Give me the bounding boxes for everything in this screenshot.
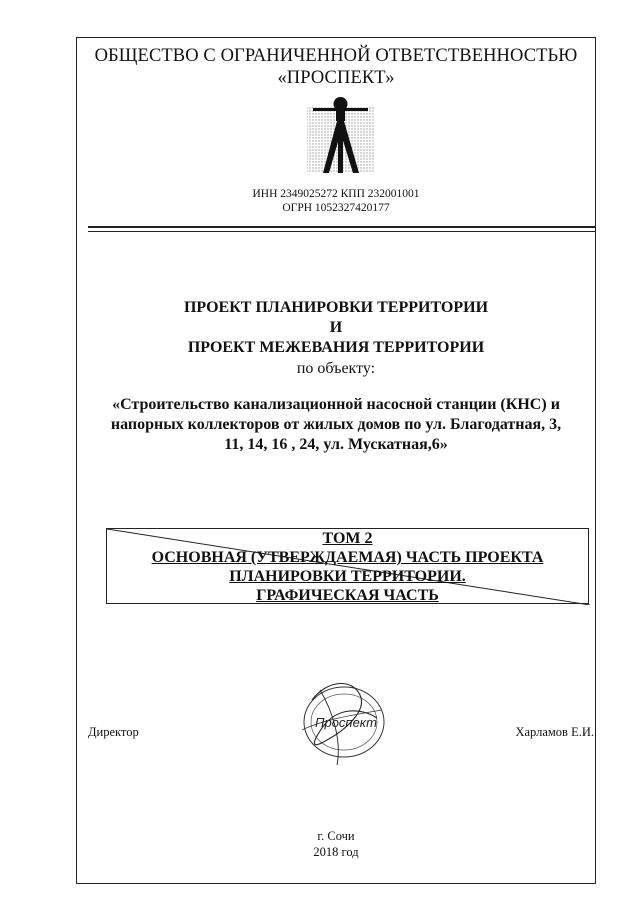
volume-number: ТОМ 2 (322, 530, 373, 547)
header-divider-thin (88, 231, 595, 232)
organization-brand: «ПРОСПЕКТ» (277, 68, 395, 88)
company-stamp-signature (282, 670, 402, 770)
organization-name: ОБЩЕСТВО С ОГРАНИЧЕННОЙ ОТВЕТСТВЕННОСТЬЮ (94, 46, 578, 66)
year: 2018 год (313, 845, 359, 859)
object-line-3: 11, 14, 16 , 24, ул. Мускатная,6» (224, 436, 448, 453)
header-divider-thick (88, 226, 595, 228)
surveying-tripod-icon (303, 95, 378, 175)
object-line-2: напорных коллекторов от жилых домов по ул. Благодатная, 3, (110, 416, 562, 433)
title-line-1: ПРОЕКТ ПЛАНИРОВКИ ТЕРРИТОРИИ (183, 299, 489, 316)
title-line-3: ПРОЕКТ МЕЖЕВАНИЯ ТЕРРИТОРИИ (187, 339, 485, 356)
object-line-1: «Строительство канализационной насосной станции (КНС) и (112, 396, 560, 413)
ogrn: ОГРН 1052327420177 (282, 202, 390, 214)
title-line-2: И (329, 319, 343, 336)
signer-name: Харламов Е.И. (515, 725, 594, 739)
volume-line-2: ОСНОВНАЯ (УТВЕРЖДАЕМАЯ) ЧАСТЬ ПРОЕКТА (151, 549, 544, 566)
object-name (76, 395, 596, 455)
registration-details (76, 187, 596, 215)
inn-kpp: ИНН 2349025272 КПП 232001001 (252, 188, 420, 200)
city: г. Сочи (317, 829, 355, 843)
document-title (76, 298, 596, 358)
object-caption: по объекту: (296, 360, 376, 377)
volume-line-3: ПЛАНИРОВКИ ТЕРРИТОРИИ. (229, 568, 466, 585)
signer-position: Директор (88, 725, 139, 739)
footer (76, 828, 596, 860)
organization-header (76, 45, 596, 89)
svg-text:Проспект: Проспект (315, 715, 377, 730)
volume-heading (106, 529, 589, 605)
volume-line-4: ГРАФИЧЕСКАЯ ЧАСТЬ (256, 587, 439, 604)
